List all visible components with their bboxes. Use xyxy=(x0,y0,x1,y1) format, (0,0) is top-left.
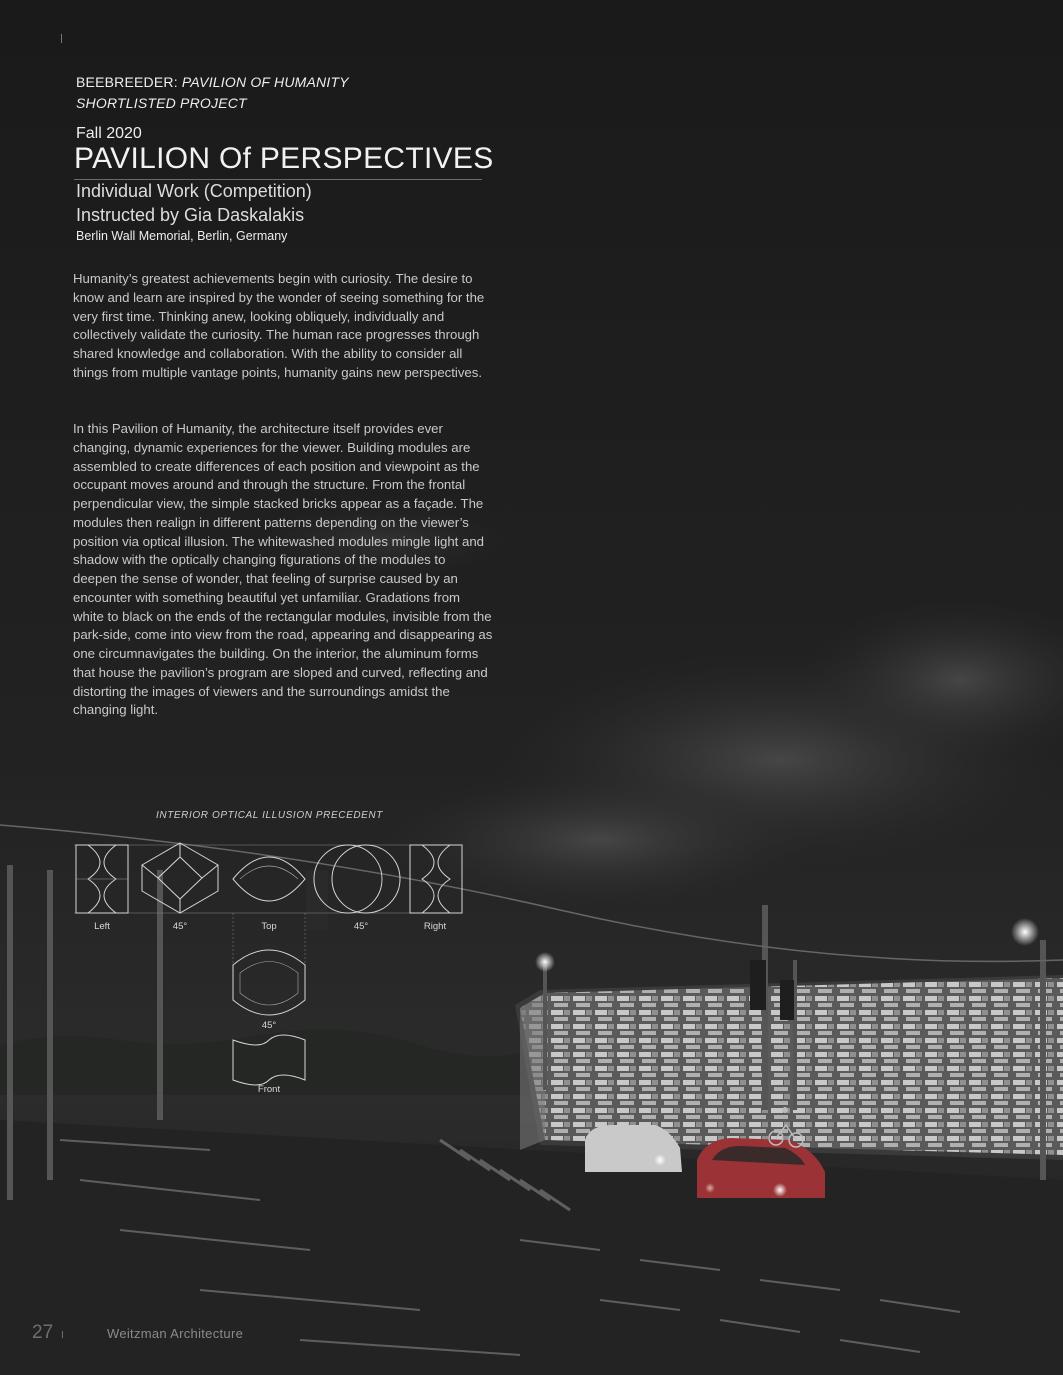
label-front: Front xyxy=(257,1084,281,1095)
right-45-view-icon xyxy=(314,845,400,913)
label-lower-45: 45° xyxy=(261,1020,277,1031)
competition-status: SHORTLISTED PROJECT xyxy=(76,95,247,111)
title-divider xyxy=(74,179,482,180)
optical-illusion-diagram xyxy=(60,835,480,1095)
diagram-title: INTERIOR OPTICAL ILLUSION PRECEDENT xyxy=(156,810,383,821)
label-right-45: 45° xyxy=(353,921,369,932)
work-type: Individual Work (Competition) xyxy=(76,181,312,201)
front-view-icon xyxy=(233,1035,305,1085)
top-margin-tick xyxy=(61,34,62,43)
label-left: Left xyxy=(94,921,110,932)
instructor: Instructed by Gia Daskalakis xyxy=(76,205,305,225)
page-number: 27 xyxy=(32,1322,54,1343)
label-left-45: 45° xyxy=(172,921,188,932)
lower-45-view-icon xyxy=(233,950,305,1015)
top-view-icon xyxy=(233,857,305,901)
publication-name: Weitzman Architecture xyxy=(107,1326,244,1341)
body-paragraph-2: In this Pavilion of Humanity, the architecture itself provides ever changing, dynamic experiences for the viewer. Building modules are assembled to create differences of each position and viewpoint as the occupant moves around and through the structure. From the frontal perpendicular view, the simple stacked bricks appear as a façade. The modules then realign in different patterns depending on the viewer’s position via optical illusion. The whitewashed modules mingle light and shadow with the optically changing figurations of the modules to deepen the sense of wonder, that feeling of surprise caused by an encounter with something beautiful yet unfamiliar. Gradations from white to black on the ends of the rectangular modules, invisible from the park-side, come into view from the road, appearing and disappearing as one circumnavigates the building. On the interior, the aluminum forms that house the pavilion’s program are sloped and curved, reflecting and distorting the images of viewers and the surroundings amidst the changing light. xyxy=(73,421,493,718)
project-location: Berlin Wall Memorial, Berlin, Germany xyxy=(76,229,288,243)
project-season: Fall 2020 xyxy=(76,125,142,142)
label-top: Top xyxy=(261,921,277,932)
left-view-icon xyxy=(76,845,128,913)
competition-name: PAVILION OF HUMANITY xyxy=(181,74,349,90)
label-right: Right xyxy=(423,921,447,932)
body-paragraph-1: Humanity’s greatest achievements begin with curiosity. The desire to know and learn are inspired by the wonder of seeing something for the very first time. Thinking anew, looking obliquely, individually and collectively validate the curiosity. The human race progresses through shared knowledge and collaboration. With the ability to consider all things from multiple vantage points, humanity gains new perspectives. xyxy=(73,271,485,380)
footer-tick xyxy=(62,1331,63,1338)
left-45-view-icon xyxy=(142,843,218,913)
competition-org: BEEBREEDER: xyxy=(76,74,178,90)
page-title: PAVILION Of PERSPECTIVES xyxy=(74,142,494,175)
right-view-icon xyxy=(410,845,462,913)
competition-header xyxy=(76,72,349,114)
